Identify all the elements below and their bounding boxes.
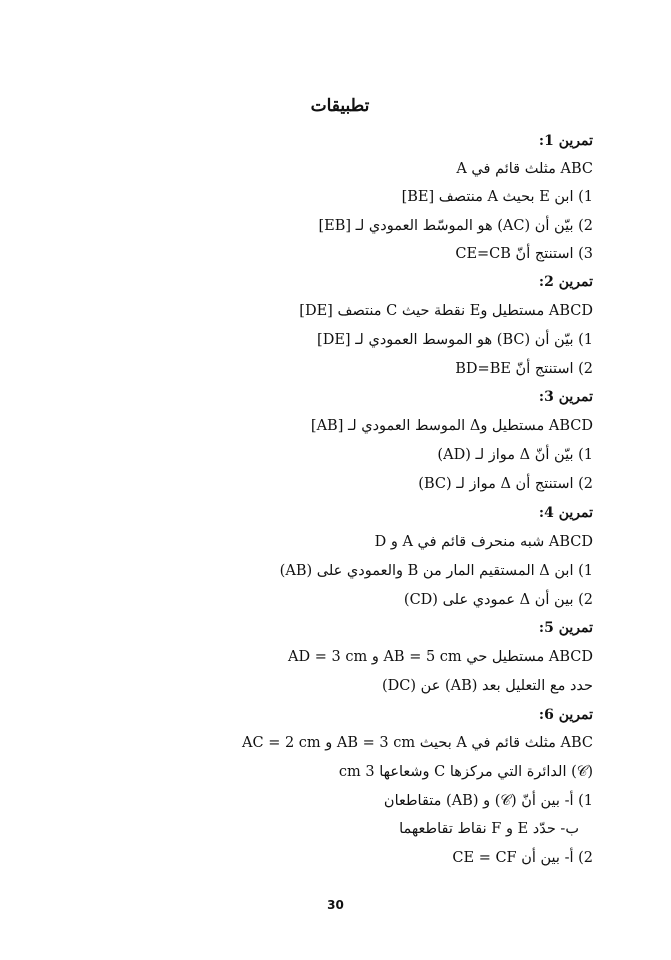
exercise-1-q1: 1) ابن E بحيث A منتصف [BE] bbox=[401, 189, 593, 205]
exercise-3-statement: ABCD مستطيل وΔ الموسط العمودي لـ [AB] bbox=[310, 418, 593, 434]
page-title: تطبيقات bbox=[310, 96, 370, 116]
exercise-1-q2: 2) بيّن أن (AC) هو الموسّط العمودي لـ [EB] bbox=[318, 218, 593, 234]
exercise-6-q2a: 2) أ- بين أن CE = CF bbox=[452, 850, 593, 866]
exercise-1-q3: 3) استنتج أنّ CE=CB bbox=[455, 246, 593, 262]
exercise-5-q1: حدد مع التعليل بعد (AB) عن (DC) bbox=[381, 678, 593, 694]
exercise-6-statement: ABC مثلث قائم في A بحيث AB = 3 cm و AC = 2 cm bbox=[242, 735, 593, 751]
exercise-6-heading: تمرين 6: bbox=[538, 707, 593, 723]
exercise-4-q1: 1) ابن Δ المستقيم المار من B والعمودي على (AB) bbox=[279, 563, 593, 579]
exercise-3-heading: تمرين 3: bbox=[538, 389, 593, 405]
exercise-2-q2: 2) استنتج أنّ BD=BE bbox=[455, 361, 593, 377]
exercise-2-statement: ABCD مستطيل وE نقطة حيث C منتصف [DE] bbox=[299, 303, 593, 319]
exercise-6-q1b: ب- حدّد E و F نقاط تقاطعهما bbox=[399, 821, 579, 837]
exercise-1-statement: ABC مثلث قائم في A bbox=[456, 161, 593, 177]
exercise-5-statement: ABCD مستطيل حي AB = 5 cm و AD = 3 cm bbox=[288, 649, 593, 665]
exercise-1-heading: تمرين 1: bbox=[538, 133, 593, 149]
exercise-3-q2: 2) استنتج أن Δ مواز لـ (BC) bbox=[418, 476, 593, 492]
exercise-6-circle: (𝒞) الدائرة التي مركزها C وشعاعها 3 cm bbox=[338, 764, 593, 780]
exercise-6-q1a: 1) أ- بين أنّ (𝒞) و (AB) متقاطعان bbox=[383, 793, 593, 809]
exercise-4-heading: تمرين 4: bbox=[538, 505, 593, 521]
page-number: 30 bbox=[327, 898, 344, 912]
exercise-4-q2: 2) بين أن Δ عمودي على (CD) bbox=[403, 592, 593, 608]
exercise-2-heading: تمرين 2: bbox=[538, 274, 593, 290]
exercise-5-heading: تمرين 5: bbox=[538, 620, 593, 636]
exercise-2-q1: 1) بيّن أن (BC) هو الموسط العمودي لـ [DE] bbox=[317, 332, 593, 348]
exercise-4-statement: ABCD شبه منحرف قائم في A و D bbox=[374, 534, 593, 550]
exercise-3-q1: 1) بيّن أنّ Δ مواز لـ (AD) bbox=[437, 447, 593, 463]
